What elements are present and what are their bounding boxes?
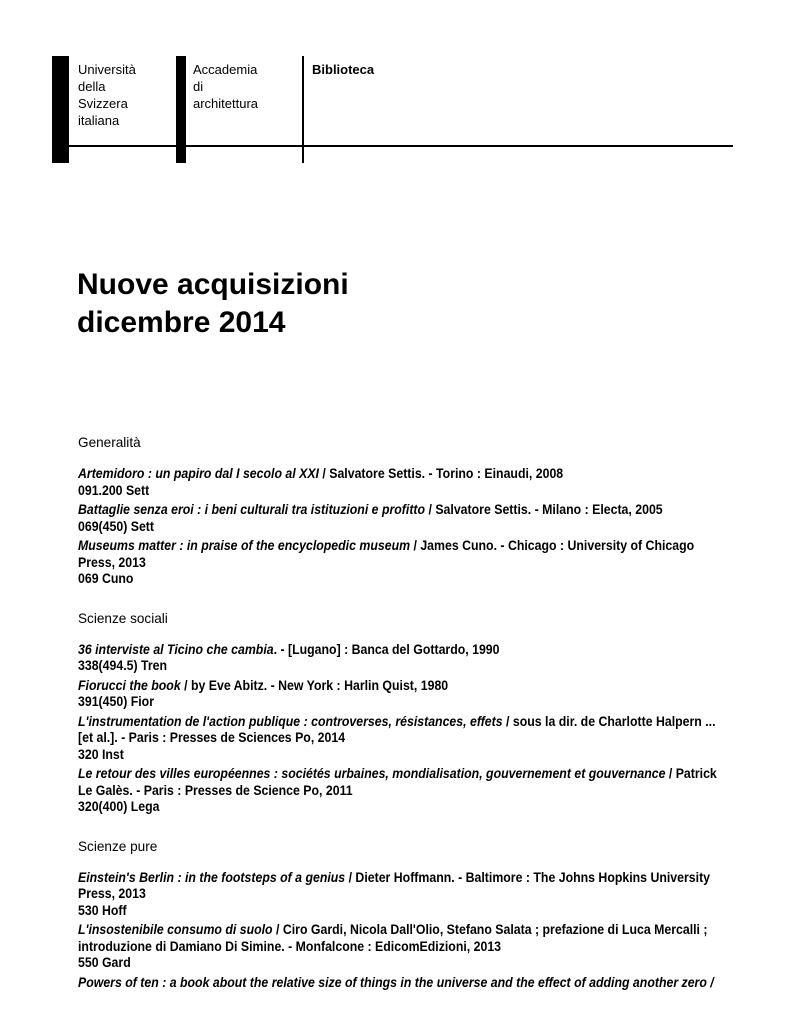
header-rule — [52, 145, 733, 147]
section-heading: Scienze pure — [78, 837, 158, 854]
entry-text: 550 Gard — [78, 954, 131, 970]
entry-title-italic: L'insostenibile consumo di suolo — [78, 921, 273, 937]
entry-text: 091.200 Sett — [78, 481, 150, 498]
entry-line — [78, 518, 659, 535]
entry-title-italic: Powers of ten : a book about the relative size of things in the universe and the effect of adding another zero / — [78, 973, 714, 990]
entry-title-italic: Museums matter : in praise of the encyclopedic museum — [78, 537, 411, 553]
entry-line — [78, 885, 659, 902]
entry-text: 320(400) Lega — [78, 798, 160, 814]
entry-line — [78, 657, 659, 674]
header-academy-line: Accademia — [193, 62, 258, 77]
entry-text: 069(450) Sett — [78, 517, 155, 534]
page-title — [77, 266, 349, 342]
entry-text: / sous la dir. de Charlotte Halpern ... — [502, 712, 716, 729]
section — [78, 434, 738, 590]
entry-title-italic: Le retour des villes européennes : sociétés urbaines, mondialisation, gouvernement et gouvernance — [78, 765, 666, 781]
catalog-entry — [78, 921, 738, 971]
entry-line — [78, 501, 663, 518]
entry-line — [78, 782, 659, 799]
catalog-entry — [78, 765, 738, 815]
catalog-entry — [78, 974, 738, 991]
entry-text: / Salvatore Settis. - Milano : Electa, 2005 — [425, 501, 663, 517]
entry-text: 320 Inst — [78, 745, 124, 762]
catalog-entry — [78, 677, 738, 710]
entry-text: / by Eve Abitz. - New York : Harlin Quist, 1980 — [180, 676, 449, 693]
section — [78, 838, 738, 994]
entry-title-italic: 36 interviste al Ticino che cambia — [78, 640, 274, 657]
entry-text: Press, 2013 — [78, 553, 146, 570]
entry-line — [78, 921, 708, 938]
catalog-entry — [78, 465, 738, 498]
entry-text: / Ciro Gardi, Nicola Dall'Olio, Stefano Salata ; prefazione di Luca Mercalli ; — [272, 921, 708, 937]
section-heading: Scienze sociali — [78, 609, 168, 626]
entry-text: 069 Cuno — [78, 570, 134, 586]
entry-text: 391(450) Fior — [78, 693, 155, 709]
header-academy-line: architettura — [193, 96, 259, 111]
entry-title-italic: Einstein's Berlin : in the footsteps of a genius — [78, 868, 346, 885]
entry-text: introduzione di Damiano Di Simine. - Monfalcone : EdicomEdizioni, 2013 — [78, 937, 502, 954]
catalog-entry — [78, 641, 738, 674]
entry-line — [78, 902, 659, 919]
entry-text: Le Galès. - Paris : Presses de Science Po, 2011 — [78, 781, 353, 798]
entry-line — [78, 954, 659, 971]
entry-title-italic: Fiorucci the book — [78, 676, 181, 693]
entry-line — [78, 729, 659, 746]
entry-line — [78, 677, 659, 694]
header-library-label: Biblioteca — [312, 62, 375, 77]
entry-line — [78, 641, 659, 658]
entry-line — [78, 537, 695, 554]
entry-title-italic: Artemidoro : un papiro dal I secolo al XXI — [78, 465, 319, 481]
entry-line — [78, 693, 659, 710]
entry-text: . - [Lugano] : Banca del Gottardo, 1990 — [273, 640, 500, 657]
entry-text: / Patrick — [665, 765, 717, 781]
header-institution-line: della — [78, 79, 106, 94]
header-institution-line: Svizzera — [78, 96, 128, 111]
header-academy — [193, 61, 258, 112]
entry-text: / James Cuno. - Chicago : University of Chicago — [410, 537, 695, 553]
entry-text: [et al.]. - Paris : Presses de Sciences Po, 2014 — [78, 729, 346, 745]
entry-line — [78, 465, 659, 482]
entry-text: 338(494.5) Tren — [78, 657, 168, 673]
catalog-entry — [78, 537, 738, 587]
entry-title-italic: Battaglie senza eroi : i beni culturali tra istituzioni e profitto — [78, 501, 426, 517]
entry-line — [78, 973, 714, 991]
header-institution-line: italiana — [78, 113, 120, 128]
entry-line — [78, 938, 659, 955]
entry-line — [78, 868, 711, 886]
entry-line — [78, 746, 659, 763]
entry-title-italic: L'instrumentation de l'action publique : controverses, résistances, effets — [78, 712, 503, 729]
page-title-line2: dicembre 2014 — [77, 306, 286, 339]
entry-text: Press, 2013 — [78, 885, 146, 901]
page-title-line1: Nuove acquisizioni — [77, 268, 349, 301]
entry-text: / Salvatore Settis. - Torino : Einaudi, 2008 — [318, 465, 564, 481]
header-academy-line: di — [193, 79, 204, 94]
entry-line — [78, 765, 717, 782]
header-institution — [78, 61, 136, 129]
section — [78, 610, 738, 818]
catalog-entry — [78, 869, 738, 919]
entry-line — [78, 712, 716, 730]
entry-line — [78, 798, 659, 815]
entry-text: / Dieter Hoffmann. - Baltimore : The Johns Hopkins University — [345, 868, 711, 885]
catalog-entry — [78, 713, 738, 763]
section-heading: Generalità — [78, 434, 141, 450]
header-institution-line: Università — [78, 62, 136, 77]
entry-line — [78, 482, 659, 499]
acquisitions-list — [78, 434, 738, 993]
entry-text: 530 Hoff — [78, 901, 127, 918]
catalog-entry — [78, 501, 738, 534]
entry-line — [78, 570, 659, 587]
entry-line — [78, 554, 659, 571]
